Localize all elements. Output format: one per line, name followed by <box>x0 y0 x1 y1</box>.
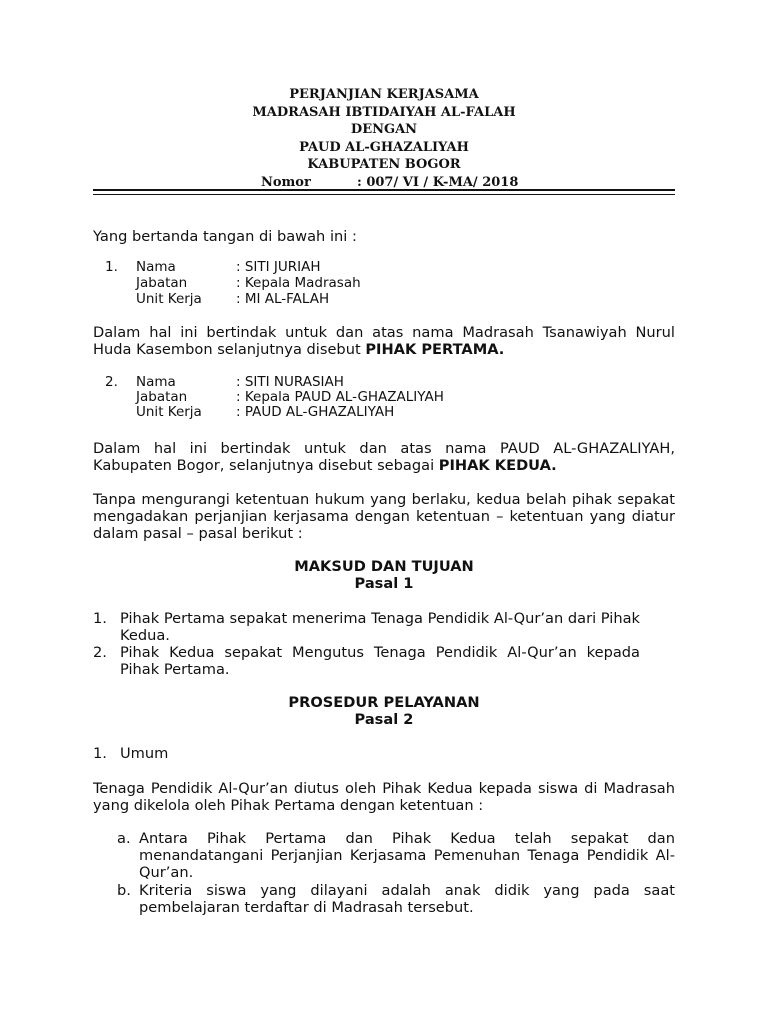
section2-pasal: Pasal 2 <box>354 711 414 728</box>
nomor-label: Nomor <box>261 174 311 190</box>
preamble-paragraph: Tanpa mengurangi ketentuan hukum yang berlaku, kedua belah pihak sepakat mengadakan perjanjian kerjasama dengan ketentuan – ketentuan yang diatur dalam pasal – pasal berikut : <box>93 491 675 542</box>
list-item-text: Pihak Pertama sepakat menerima Tenaga Pendidik Al-Qur’an dari Pihak Kedua. <box>120 610 640 644</box>
header-title: PERJANJIAN KERJASAMA <box>289 87 479 102</box>
party1-paragraph <box>93 324 675 358</box>
header-madrasah: MADRASAH IBTIDAIYAH AL-FALAH <box>252 104 516 120</box>
party2-designation: PIHAK KEDUA. <box>438 457 557 474</box>
section2-list <box>93 830 675 920</box>
party1-unit-label: Unit Kerja <box>136 291 202 307</box>
section1-list <box>93 610 675 680</box>
party1-unit: : MI AL-FALAH <box>236 291 330 307</box>
party2-unit: : PAUD AL-GHAZALIYAH <box>236 404 395 420</box>
party1-nama: : SITI JURIAH <box>236 259 321 275</box>
section1-title: MAKSUD DAN TUJUAN <box>294 558 474 575</box>
party2-unit-label: Unit Kerja <box>136 404 202 420</box>
list-item-number: 1. <box>93 610 107 627</box>
header-dengan: DENGAN <box>350 122 418 137</box>
section2-title: PROSEDUR PELAYANAN <box>288 694 480 711</box>
header-nomor <box>93 174 675 191</box>
intro-text: Yang bertanda tangan di bawah ini : <box>93 228 357 245</box>
party1-block <box>93 260 675 310</box>
party2-block <box>93 375 675 425</box>
list-item-letter: a. <box>117 830 131 847</box>
list-item <box>93 644 675 678</box>
party2-jabatan: : Kepala PAUD AL-GHAZALIYAH <box>236 389 444 405</box>
list-item-text: Kriteria siswa yang dilayani adalah anak didik yang pada saat pembelajaran terdaftar di Madrasah tersebut. <box>139 882 675 916</box>
party2-paragraph <box>93 440 675 474</box>
header-paud: PAUD AL-GHAZALIYAH <box>299 139 469 155</box>
subheading-number: 1. <box>93 745 107 762</box>
party2-paragraph-text: Dalam hal ini bertindak untuk dan atas nama PAUD AL-GHAZALIYAH, Kabupaten Bogor, selanjutnya disebut sebagai <box>93 440 675 474</box>
list-item <box>93 882 675 916</box>
party1-designation: PIHAK PERTAMA. <box>365 341 505 358</box>
document-header <box>93 86 675 191</box>
list-item-text: Pihak Kedua sepakat Mengutus Tenaga Pendidik Al-Qur’an kepada Pihak Pertama. <box>120 644 640 678</box>
party1-paragraph-text: Dalam hal ini bertindak untuk dan atas nama Madrasah Tsanawiyah Nurul Huda Kasembon selanjutnya disebut <box>93 324 675 358</box>
header-rule-thick <box>93 189 675 191</box>
list-item-text: Antara Pihak Pertama dan Pihak Kedua telah sepakat dan menandatangani Perjanjian Kerjasama Pemenuhan Tenaga Pendidik Al-Qur’an. <box>139 830 675 881</box>
nomor-value: : 007/ VI / K-MA/ 2018 <box>357 174 519 190</box>
list-item-number: 2. <box>93 644 107 661</box>
party2-number: 2. <box>105 374 118 390</box>
list-item <box>93 830 675 881</box>
section2-paragraph: Tenaga Pendidik Al-Qur’an diutus oleh Pihak Kedua kepada siswa di Madrasah yang dikelola oleh Pihak Pertama dengan ketentuan : <box>93 780 675 814</box>
party1-nama-label: Nama <box>136 259 176 275</box>
section1-pasal: Pasal 1 <box>354 575 414 592</box>
subheading-text: Umum <box>120 745 169 762</box>
header-rule-thin <box>93 194 675 195</box>
header-kabupaten: KABUPATEN BOGOR <box>307 157 461 172</box>
party2-nama: : SITI NURASIAH <box>236 374 344 390</box>
list-item-letter: b. <box>117 882 131 899</box>
list-item <box>93 610 675 644</box>
party1-jabatan: : Kepala Madrasah <box>236 275 361 291</box>
party2-nama-label: Nama <box>136 374 176 390</box>
party1-number: 1. <box>105 259 118 275</box>
section2-subheading <box>93 745 675 763</box>
party2-jabatan-label: Jabatan <box>136 389 188 405</box>
party1-jabatan-label: Jabatan <box>136 275 188 291</box>
